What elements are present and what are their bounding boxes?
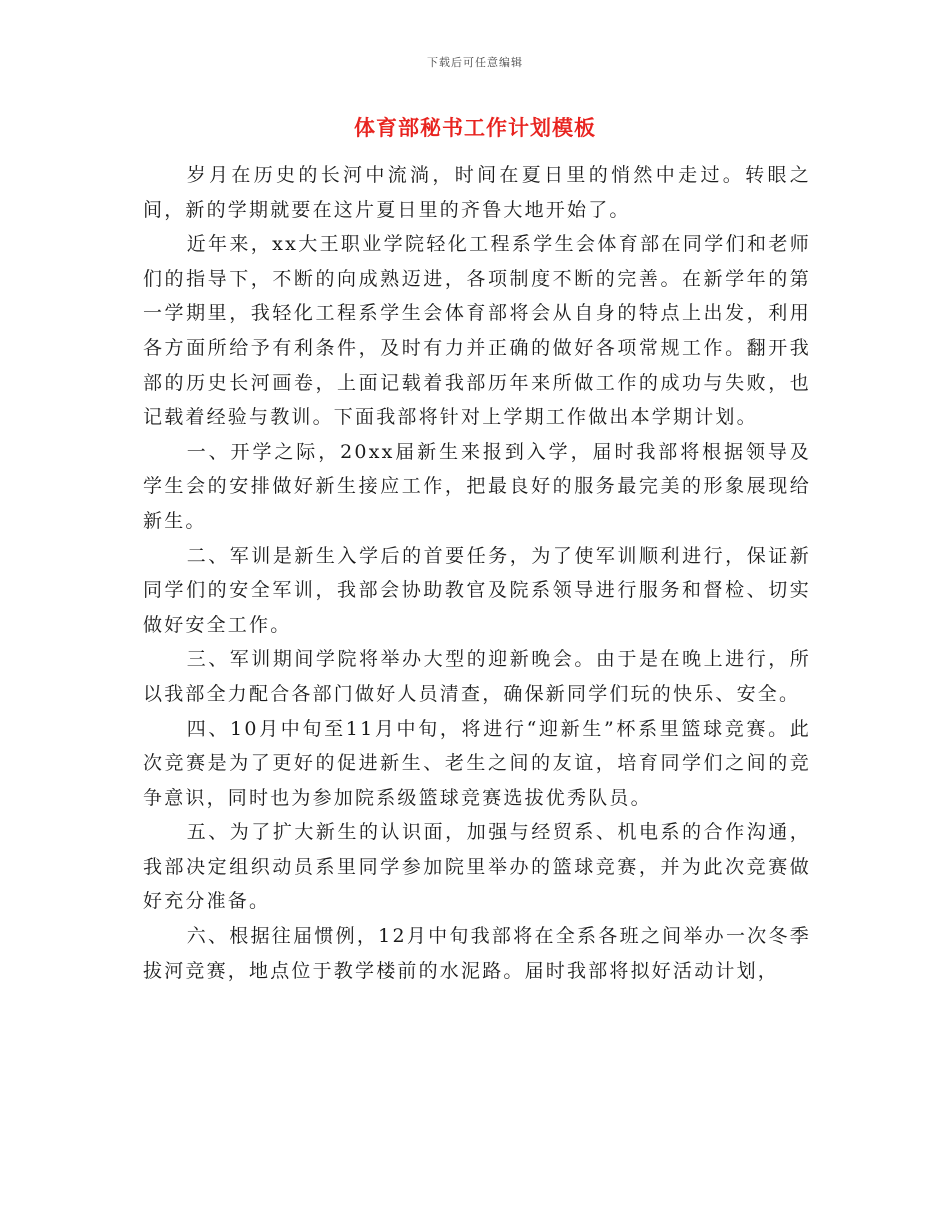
paragraph: 近年来，xx大王职业学院轻化工程系学生会体育部在同学们和老师们的指导下，不断的向成熟迈进，各项制度不断的完善。在新学年的第一学期里，我轻化工程系学生会体育部将会从自身的特点上出发，利用各方面所给予有利条件，及时有力并正确的做好各项常规工作。翻开我部的历史长河画卷，上面记载着我部历年来所做工作的成功与失败，也记载着经验与教训。下面我部将针对上学期工作做出本学期计划。 [143, 233, 811, 429]
paragraph: 二、军训是新生入学后的首要任务，为了使军训顺利进行，保证新同学们的安全军训，我部会协助教官及院系领导进行服务和督检、切实做好安全工作。 [143, 544, 811, 636]
paragraph: 四、10月中旬至11月中旬，将进行“迎新生”杯系里篮球竞赛。此次竞赛是为了更好的促进新生、老生之间的友谊，培育同学们之间的竞争意识，同时也为参加院系级篮球竞赛选拔优秀队员。 [143, 717, 811, 809]
document-title: 体育部秘书工作计划模板 [354, 116, 596, 140]
paragraph: 岁月在历史的长河中流淌，时间在夏日里的悄然中走过。转眼之间，新的学期就要在这片夏日里的齐鲁大地开始了。 [143, 164, 811, 221]
paragraph: 一、开学之际，20xx届新生来报到入学，届时我部将根据领导及学生会的安排做好新生接应工作，把最良好的服务最完美的形象展现给新生。 [143, 440, 811, 532]
paragraph: 六、根据往届惯例，12月中旬我部将在全系各班之间举办一次冬季拔河竞赛，地点位于教学楼前的水泥路。届时我部将拟好活动计划， [143, 925, 811, 982]
document-body [143, 158, 811, 988]
paragraph: 三、军训期间学院将举办大型的迎新晚会。由于是在晚上进行，所以我部全力配合各部门做好人员清查，确保新同学们玩的快乐、安全。 [143, 648, 811, 705]
header-note: 下载后可任意编辑 [427, 56, 523, 69]
paragraph: 五、为了扩大新生的认识面，加强与经贸系、机电系的合作沟通，我部决定组织动员系里同学参加院里举办的篮球竞赛，并为此次竞赛做好充分准备。 [143, 821, 811, 913]
